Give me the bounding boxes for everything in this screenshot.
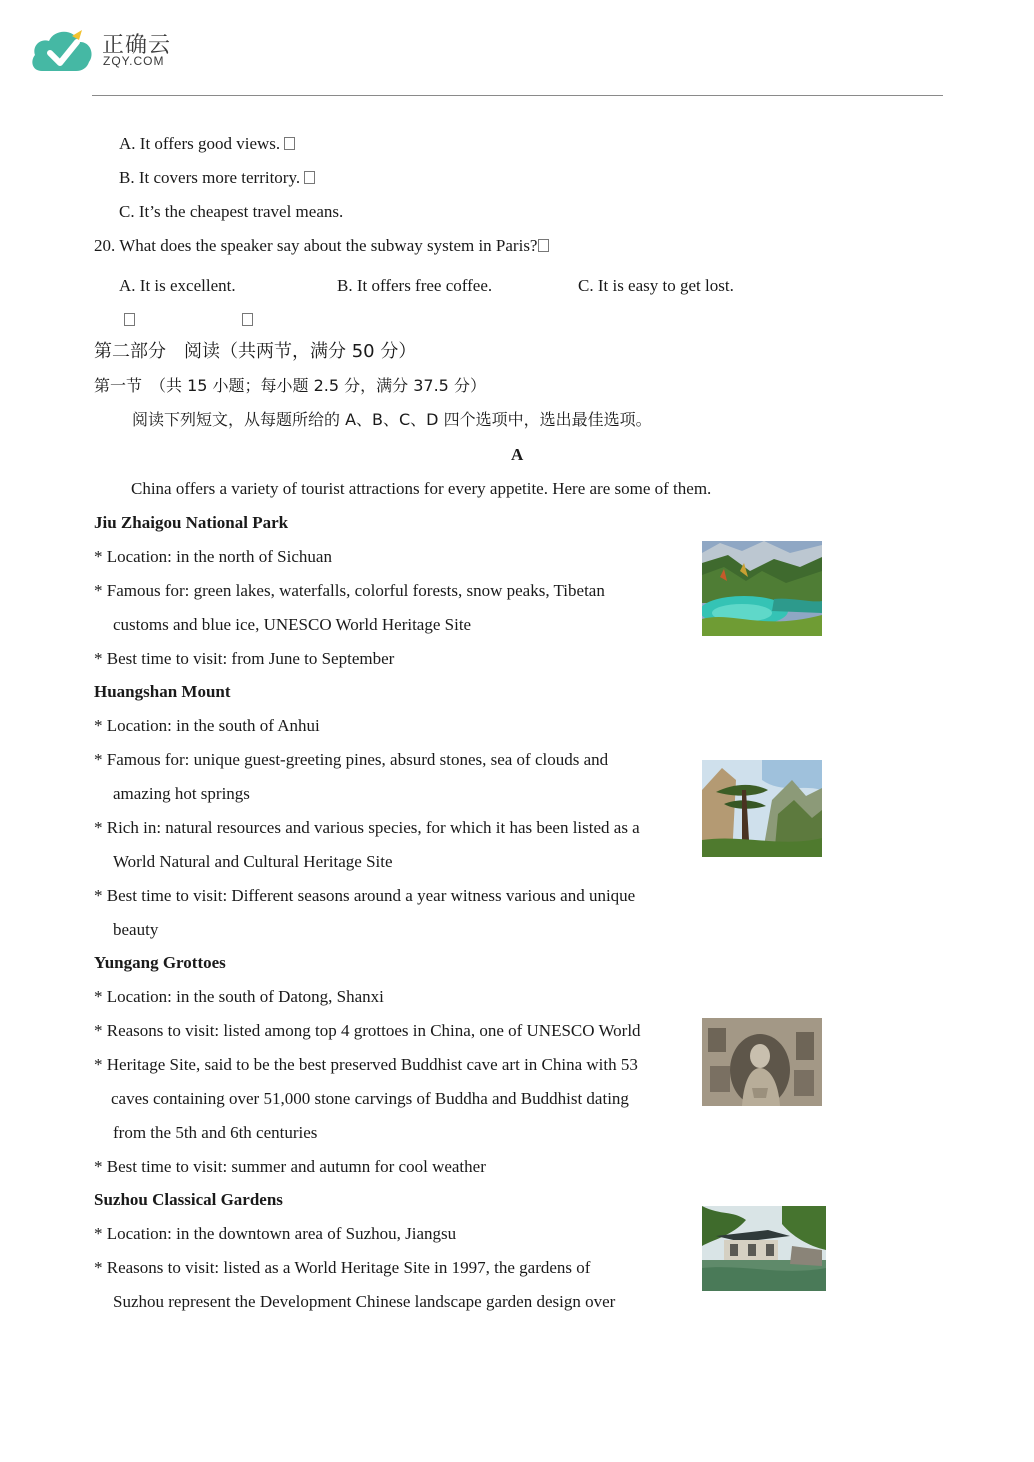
attraction-line: World Natural and Cultural Heritage Site bbox=[113, 852, 393, 871]
q20-option-b: B. It offers free coffee. bbox=[337, 276, 493, 295]
logo-text-cn: 正确云 bbox=[102, 33, 172, 58]
header-divider bbox=[92, 95, 943, 96]
q20-option-c: C. It is easy to get lost. bbox=[578, 276, 734, 295]
q19-option-a: A. It offers good views. bbox=[119, 135, 295, 152]
attraction-line: customs and blue ice, UNESCO World Heritage Site bbox=[113, 615, 472, 634]
attraction-line: * Best time to visit: Different seasons around a year witness various and unique bbox=[94, 886, 636, 905]
placeholder-box-icon bbox=[284, 137, 295, 150]
section-subtitle: 第一节 （共 15 小题；每小题 2.5 分，满分 37.5 分） bbox=[94, 376, 486, 395]
attraction-line: * Famous for: green lakes, waterfalls, colorful forests, snow peaks, Tibetan bbox=[94, 581, 605, 600]
passage-label: A bbox=[511, 445, 524, 464]
suzhou-garden-photo bbox=[702, 1206, 826, 1291]
placeholder-box-icon bbox=[242, 313, 253, 326]
attraction-line: * Location: in the downtown area of Suzhou, Jiangsu bbox=[94, 1224, 457, 1243]
q19-option-c: C. It’s the cheapest travel means. bbox=[119, 202, 344, 221]
huangshan-pine-photo bbox=[702, 760, 822, 857]
attraction-line: * Rich in: natural resources and various species, for which it has been listed as a bbox=[94, 818, 640, 837]
attraction-line: * Famous for: unique guest-greeting pines, absurd stones, sea of clouds and bbox=[94, 750, 609, 769]
attraction-line: * Heritage Site, said to be the best preserved Buddhist cave art in China with 53 bbox=[94, 1055, 638, 1074]
attraction-line: * Location: in the south of Datong, Shanxi bbox=[94, 987, 384, 1006]
attraction-line: amazing hot springs bbox=[113, 784, 250, 803]
attraction-title: Suzhou Classical Gardens bbox=[94, 1190, 283, 1209]
attraction-line: * Best time to visit: from June to September bbox=[94, 649, 395, 668]
attraction-line: * Best time to visit: summer and autumn for cool weather bbox=[94, 1157, 486, 1176]
attraction-title: Yungang Grottoes bbox=[94, 953, 226, 972]
attraction-line: * Reasons to visit: listed among top 4 grottoes in China, one of UNESCO World bbox=[94, 1021, 641, 1040]
yungang-buddha-photo bbox=[702, 1018, 822, 1106]
section-title: 第二部分 阅读（共两节，满分 50 分） bbox=[94, 341, 417, 362]
logo-text-en: ZQY.COM bbox=[103, 54, 165, 68]
attraction-line: beauty bbox=[113, 920, 159, 939]
q20-question: 20. What does the speaker say about the subway system in Paris? bbox=[94, 237, 549, 254]
attraction-line: Suzhou represent the Development Chinese landscape garden design over bbox=[113, 1292, 616, 1311]
attraction-title: Huangshan Mount bbox=[94, 682, 231, 701]
placeholder-box-icon bbox=[538, 239, 549, 252]
q19-option-b: B. It covers more territory. bbox=[119, 169, 315, 186]
attraction-line: * Location: in the north of Sichuan bbox=[94, 547, 332, 566]
placeholder-box-icon bbox=[124, 313, 135, 326]
attraction-line: * Reasons to visit: listed as a World Heritage Site in 1997, the gardens of bbox=[94, 1258, 591, 1277]
passage-intro: China offers a variety of tourist attractions for every appetite. Here are some of them. bbox=[131, 479, 712, 498]
attraction-line: * Location: in the south of Anhui bbox=[94, 716, 320, 735]
placeholder-box-icon bbox=[304, 171, 315, 184]
q20-option-a: A. It is excellent. bbox=[119, 276, 236, 295]
section-instruction: 阅读下列短文，从每题所给的 A、B、C、D 四个选项中，选出最佳选项。 bbox=[132, 410, 652, 429]
attraction-line: from the 5th and 6th centuries bbox=[113, 1123, 318, 1142]
attraction-title: Jiu Zhaigou National Park bbox=[94, 513, 289, 532]
attraction-line: caves containing over 51,000 stone carvings of Buddha and Buddhist dating bbox=[111, 1089, 629, 1108]
jiuzhaigou-lake-photo bbox=[702, 541, 822, 636]
